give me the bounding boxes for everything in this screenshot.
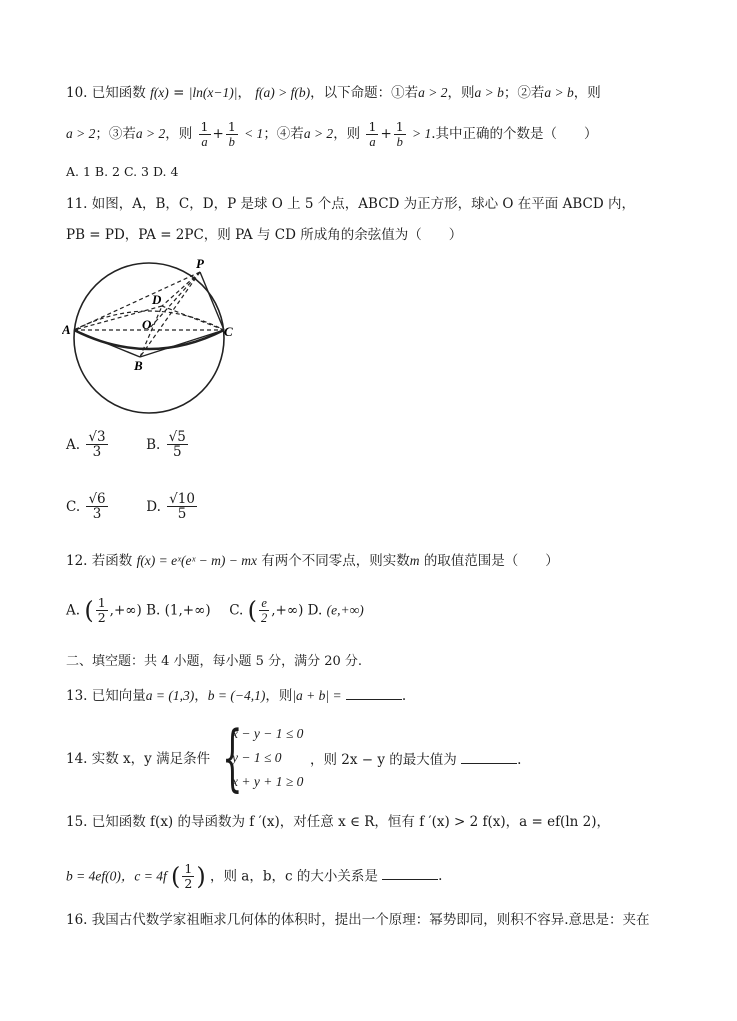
q10-line2-a: a > 2 xyxy=(66,126,96,141)
q10-eq: = xyxy=(173,85,185,101)
q12-lead: 12. 若函数 xyxy=(66,553,133,569)
q11-optB-frac: $\frac{√5}{5}$ xyxy=(168,429,186,460)
q14-c1: x − y − 1 ≤ 0 xyxy=(232,726,304,741)
q10-text7: ；④若 xyxy=(263,126,304,142)
q15-line2-b: ，则 a，b，c 的大小关系是 xyxy=(210,868,378,885)
q15-line2-a: b = 4ef(0)，c = 4f xyxy=(66,868,167,884)
label-A: A xyxy=(62,322,71,337)
q10-abs: |ln(x−1)| xyxy=(188,85,238,100)
q13-va: a = (1,3) xyxy=(145,688,195,703)
q10-p1: a > 2 xyxy=(418,85,448,100)
q11-optD-label: D. xyxy=(146,498,161,515)
q12-optB-label: B. xyxy=(146,602,161,619)
edge-PA xyxy=(74,272,200,330)
q10-frac-1b: $\frac{1}{b}$ xyxy=(227,119,236,149)
q12-optB-expr: (1,+∞) xyxy=(164,602,211,619)
label-D: D xyxy=(152,292,162,307)
q11-line1: 11. 如图，A，B，C，D，P 是球 O 上 5 个点，ABCD 为正方形，球心 O 在平面 ABCD 内， xyxy=(66,196,635,212)
q12-optA-tail: ,+∞) xyxy=(109,602,142,619)
q10-text9: .其中正确的个数是（ ） xyxy=(431,126,598,142)
q11-options-row2 xyxy=(66,492,199,521)
q10-lead: 10. 已知函数 xyxy=(66,85,146,101)
q12-text2: 的取值范围是（ ） xyxy=(423,553,559,569)
q11-optD-frac: $\frac{√10}{5}$ xyxy=(169,491,195,522)
q12-optA-label: A. xyxy=(66,602,81,619)
q10-text5: ；③若 xyxy=(95,126,136,142)
q10-comma: ， xyxy=(237,85,251,101)
q10-fx: f(x) xyxy=(150,85,169,100)
q11-optC-label: C. xyxy=(66,498,81,515)
q12-m: m xyxy=(409,553,420,568)
q11-optA-frac: $\frac{√3}{3}$ xyxy=(88,429,106,460)
q12-optC-tail: ,+∞) xyxy=(271,602,304,619)
q10-text3: ；②若 xyxy=(503,85,545,101)
q13-then: ，则 xyxy=(265,688,293,704)
q11-line2: PB = PD，PA = 2PC，则 PA 与 CD 所成角的余弦值为（ ） xyxy=(66,227,463,243)
q10-text1: ，以下命题：①若 xyxy=(310,85,419,101)
q10-frac-2b: $\frac{1}{b}$ xyxy=(395,119,404,149)
sphere-outline xyxy=(74,263,224,413)
q10-gt1: > 1 xyxy=(412,126,432,141)
q10-plus: + xyxy=(212,126,224,142)
q14-lead: 14. 实数 x，y 满足条件 xyxy=(66,751,211,767)
edge-PD xyxy=(162,272,200,306)
q15-line1: 15. 已知函数 f(x) 的导函数为 f ′(x)，对任意 x ∈ R，恒有 f ′(x) > 2 f(x)，a = ef(ln 2)， xyxy=(66,814,610,830)
q15-end: . xyxy=(438,868,443,884)
q14-c2: y − 1 ≤ 0 xyxy=(232,750,282,765)
q13-abs: |a + b| = xyxy=(292,688,342,703)
q15-line2: b = 4ef(0)，c = 4f ( $\frac{1}{2}$ ) ，则 a，b，c 的大小关系是 . xyxy=(66,861,443,891)
section-fill-in-title: 二、填空题：共 4 小题，每小题 5 分，满分 20 分. xyxy=(66,654,363,669)
q10-p3: a > 2 xyxy=(135,126,166,141)
q14-c3: x + y + 1 ≥ 0 xyxy=(232,774,304,789)
sphere-figure xyxy=(62,256,237,418)
edge-AB xyxy=(74,330,140,357)
q12-options: A. ( $\frac{1}{2}$ ,+∞) B. (1,+∞) C. ( $\frac{e}{2}$ ,+∞) D. (e,+∞) xyxy=(66,595,364,625)
q10-text6: ，则 xyxy=(165,126,193,142)
q10-lt1: < 1 xyxy=(244,126,264,141)
label-B: B xyxy=(134,358,143,373)
q10-text2: ，则 xyxy=(447,85,475,101)
q13-lead: 13. 已知向量 xyxy=(66,688,146,704)
q12-expr: f(x) = eˣ(eˣ − m) − mx xyxy=(136,553,257,568)
q12-line xyxy=(66,551,559,571)
q10-p2: a > b xyxy=(544,85,574,100)
q14-tail-row xyxy=(310,749,521,770)
q12-optD-label: D. xyxy=(307,602,323,619)
q10-line1 xyxy=(66,83,601,103)
q10-text4: ，则 xyxy=(573,85,601,101)
q10-options: A. 1 B. 2 C. 3 D. 4 xyxy=(66,164,179,179)
q11-optA-label: A. xyxy=(66,436,81,453)
q10-text8: ，则 xyxy=(333,126,361,142)
q12-text: 有两个不同零点，则实数 xyxy=(261,553,410,569)
q11-optC-frac: $\frac{√6}{3}$ xyxy=(88,491,106,522)
label-P: P xyxy=(196,256,204,271)
label-O: O xyxy=(142,317,152,332)
q10-frac-2a: $\frac{1}{a}$ xyxy=(368,119,377,149)
q12-optC-label: C. xyxy=(229,602,244,619)
q10-line2 xyxy=(66,120,598,149)
label-C: C xyxy=(224,324,233,339)
q12-optC-frac: $\frac{e}{2}$ xyxy=(261,596,268,625)
q12-optA-frac: $\frac{1}{2}$ xyxy=(97,595,106,625)
q14-end: . xyxy=(517,752,522,768)
q14-answer-blank[interactable] xyxy=(461,749,517,764)
edge-BC xyxy=(140,330,224,357)
q11-options-row1 xyxy=(66,430,190,459)
q11-optB-label: B. xyxy=(146,436,161,453)
q10-c1: a > b xyxy=(474,85,504,100)
q13-vb: b = (−4,1) xyxy=(207,688,266,703)
q13-end: . xyxy=(401,688,407,704)
q14-tail: ，则 2x − y 的最大值为 xyxy=(310,752,457,768)
q10-p4: a > 2 xyxy=(303,126,334,141)
q16-line1: 16. 我国古代数学家祖暅求几何体的体积时，提出一个原理：幂势即同，则积不容异.意思是：夹在 xyxy=(66,912,650,928)
q12-optD-expr: (e,+∞) xyxy=(326,602,364,618)
q13-answer-blank[interactable] xyxy=(346,685,402,700)
q14-brace: { xyxy=(222,715,243,799)
q13-sep: ， xyxy=(194,688,208,704)
q15-answer-blank[interactable] xyxy=(382,865,438,880)
q15-frac: $\frac{1}{2}$ xyxy=(184,861,193,891)
q10-frac-1a: $\frac{1}{a}$ xyxy=(200,119,209,149)
q10-plus-2: + xyxy=(380,126,392,142)
q10-cond: f(a) > f(b) xyxy=(255,85,311,100)
q13-line xyxy=(66,685,406,706)
